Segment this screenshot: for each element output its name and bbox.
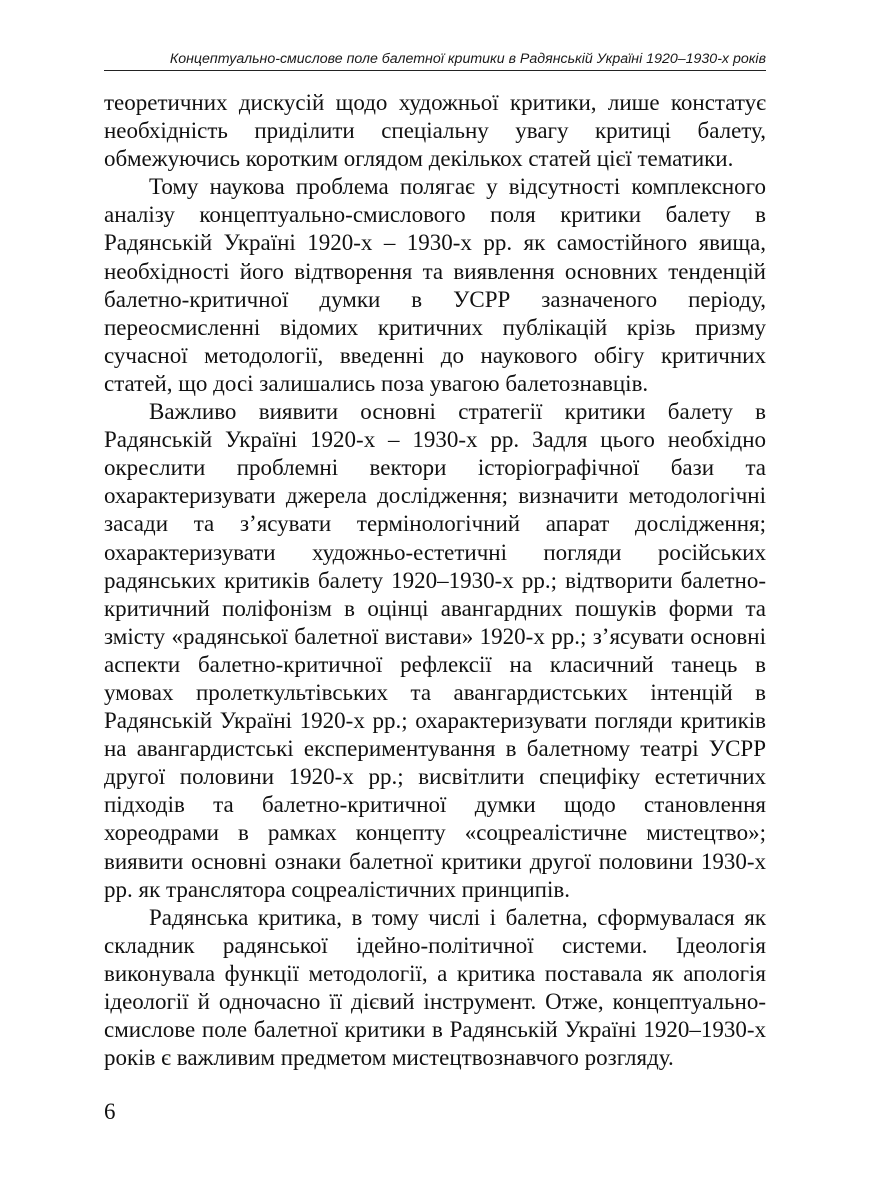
page-number: 6 (104, 1099, 116, 1124)
paragraph-4: Радянська критика, в тому числі і балетна, сформувалася як складник радянської ідейно-політичної системи. Ідеологія виконувала функції методології, а критика поставала як апологія ідеології й одночасно її дієвий інструмент. Отже, концептуально-смислове поле балетної критики в Радянській Україні 1920–1930-х років є важливим предметом мистецтвознавчого розгляду. (104, 904, 766, 1071)
paragraph-2: Тому наукова проблема полягає у відсутності комплексного аналізу концептуально-смислового поля критики балету в Радянській Україні 1920-х – 1930-х рр. як самостійного явища, необхідності його відтворення та виявлення основних тенденцій балетно-критичної думки в УСРР зазначеного періоду, переосмисленні відомих критичних публікацій крізь призму сучасної методології, введенні до наукового обігу критичних статей, що досі залишались поза увагою балетознавців. (104, 174, 766, 396)
paragraph-1: теоретичних дискусій щодо художньої критики, лише констатує необхідність приділити спеціальну увагу критиці балету, обмежуючись коротким оглядом декількох статей цієї тематики. (104, 90, 766, 172)
body-text (104, 89, 766, 1072)
paragraph-3: Важливо виявити основні стратегії критики балету в Радянській Україні 1920-х – 1930-х рр. Задля цього необхідно окреслити проблемні вектори історіографічної бази та охарактеризувати джерела дослідження; визначити методологічні засади та з’ясувати термінологічний апарат дослідження; охарактеризувати художньо-естетичні погляди російських радянських критиків балету 1920–1930-х рр.; відтворити балетно-критичний поліфонізм в оцінці авангардних пошуків форми та змісту «радянської балетної вистави» 1920-х рр.; з’ясувати основні аспекти балетно-критичної рефлексії на класичний танець в умовах пролеткультівських та авангардистських інтенцій в Радянській Україні 1920-х рр.; охарактеризувати погляди критиків на авангардистські експериментування в балетному театрі УСРР другої половини 1920-х рр.; висвітлити специфіку естетичних підходів та балетно-критичної думки щодо становлення хореодрами в рамках концепту «соцреалістичне мистецтво»; виявити основні ознаки балетної критики другої половини 1930-х рр. як транслятора соцреалістичних принципів. (104, 399, 766, 902)
header-rule (104, 70, 766, 71)
running-header: Концептуально-смислове поле балетної критики в Радянській Україні 1920–1930-х років (169, 51, 766, 67)
